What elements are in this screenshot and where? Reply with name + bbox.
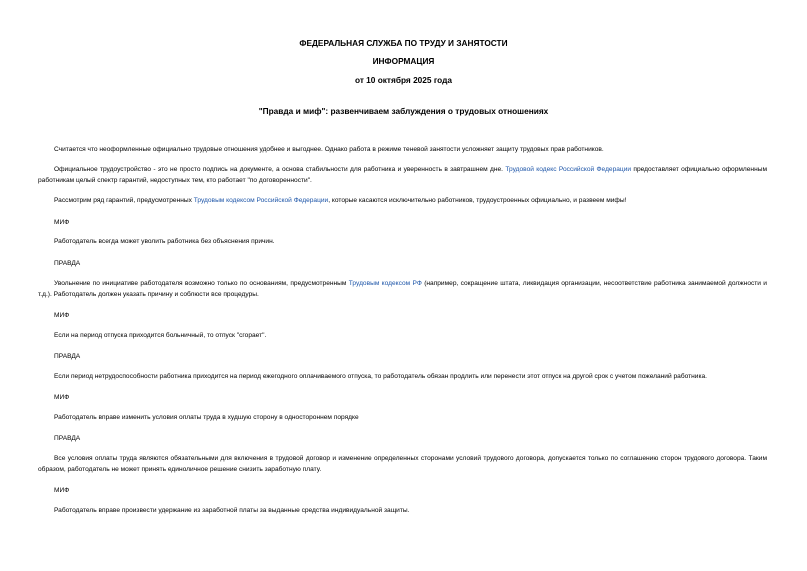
truth-text	[38, 279, 767, 300]
myth-label: МИФ	[54, 394, 70, 401]
myth-text: Если на период отпуска приходится больничный, то отпуск "сгорает".	[54, 332, 267, 339]
paragraph-text: Увольнение по инициативе работодателя возможно только по основаниям, предусмотренным	[54, 280, 349, 287]
paragraph-guarantees	[38, 196, 767, 207]
paragraph-text: , которые касаются исключительно работников, трудоустроенных официально, и развеем мифы!	[328, 197, 627, 204]
labor-code-link[interactable]: Трудовым кодексом РФ	[348, 280, 422, 287]
document-type: ИНФОРМАЦИЯ	[372, 56, 435, 66]
document-date: от 10 октября 2025 года	[354, 75, 453, 85]
myth-label: МИФ	[54, 219, 70, 226]
myth-text: Работодатель всегда может уволить работника без объяснения причин.	[54, 238, 275, 245]
labor-code-link[interactable]: Трудовым кодексом Российской Федерации	[193, 197, 329, 204]
truth-label: ПРАВДА	[54, 435, 81, 442]
paragraph-text: предоставляет официально оформленным работникам целый спектр гарантий, недоступных тем, кто работает "по договоренности".	[38, 166, 767, 184]
truth-label: ПРАВДА	[54, 260, 81, 267]
document-title: "Правда и миф": развенчиваем заблуждения о трудовых отношениях	[258, 106, 549, 116]
myth-text: Работодатель вправе изменить условия оплаты труда в худшую сторону в одностороннем порядке	[54, 414, 359, 421]
truth-text: Если период нетрудоспособности работника приходится на период ежегодного оплачиваемого отпуска, то работодатель обязан продлить или перенести этот отпуск на другой срок с учетом пожеланий работника.	[54, 373, 708, 380]
myth-label: МИФ	[54, 487, 70, 494]
paragraph-text: (например, сокращение штата, ликвидация организации, несоответствие работника занимаемой должности и т.д.). Работодатель должен указать причину и соблюсти все процедуры.	[38, 280, 767, 298]
labor-code-link[interactable]: Трудовой кодекс Российской Федерации	[505, 166, 632, 173]
paragraph-official-employment	[38, 165, 767, 186]
agency-heading: ФЕДЕРАЛЬНАЯ СЛУЖБА ПО ТРУДУ И ЗАНЯТОСТИ	[299, 38, 508, 48]
paragraph-text: Рассмотрим ряд гарантий, предусмотренных	[54, 197, 194, 204]
truth-label: ПРАВДА	[54, 353, 81, 360]
myth-text: Работодатель вправе произвести удержание из заработной платы за выданные средства индивидуальной защиты.	[54, 507, 410, 514]
paragraph-text: Официальное трудоустройство - это не просто подпись на документе, а основа стабильности для работника и уверенность в завтрашнем дне.	[54, 166, 506, 173]
myth-label: МИФ	[54, 312, 70, 319]
truth-text: Все условия оплаты труда являются обязательными для включения в трудовой договор и изменение определенных сторонами условий трудового договора, допускается только по соглашению сторон трудового договора. Таким образом, работодатель не может принять единоличное решение снизить заработную плату.	[38, 455, 767, 473]
paragraph-intro: Считается что неоформленные официально трудовые отношения удобнее и выгоднее. Однако работа в режиме теневой занятости усложняет защиту трудовых прав работников.	[54, 146, 604, 153]
